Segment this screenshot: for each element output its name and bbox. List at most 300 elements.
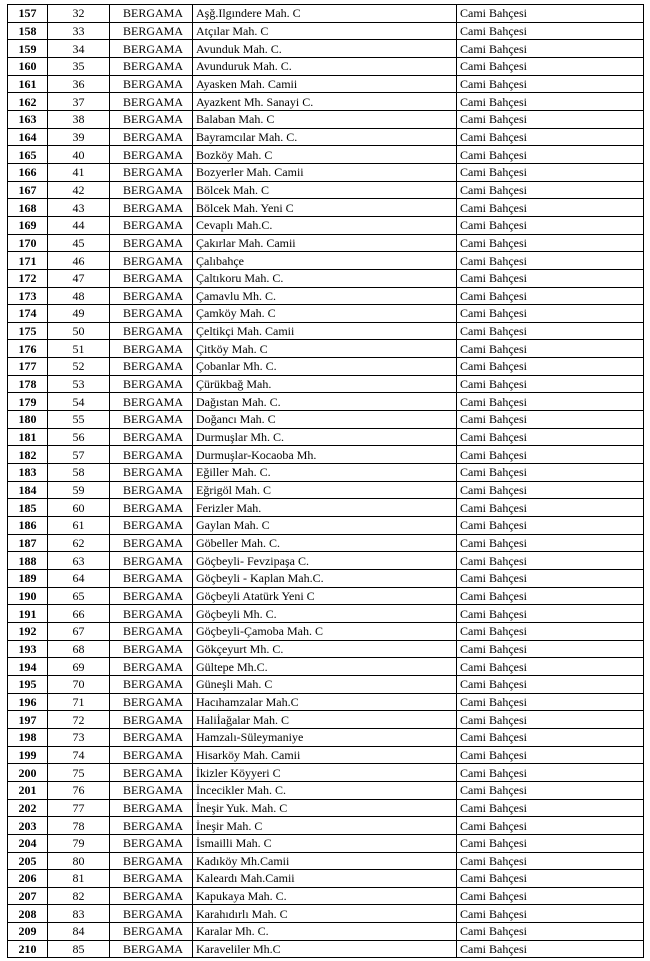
neighborhood-cell: Çeltikçi Mah. Camii — [193, 322, 457, 340]
sub-number-cell: 49 — [48, 305, 110, 323]
sub-number-cell: 41 — [48, 163, 110, 181]
table-row — [8, 269, 644, 287]
neighborhood-cell: Bölcek Mah. C — [193, 181, 457, 199]
table-row — [8, 216, 644, 234]
district-cell: BERGAMA — [110, 587, 193, 605]
sub-number-cell: 80 — [48, 852, 110, 870]
table-row — [8, 728, 644, 746]
neighborhood-cell: Gökçeyurt Mh. C. — [193, 640, 457, 658]
location-cell: Cami Bahçesi — [457, 5, 644, 23]
district-cell: BERGAMA — [110, 428, 193, 446]
sub-number-cell: 34 — [48, 40, 110, 58]
sub-number-cell: 56 — [48, 428, 110, 446]
neighborhood-cell: Durmuşlar Mh. C. — [193, 428, 457, 446]
table-row — [8, 887, 644, 905]
neighborhood-cell: Dağıstan Mah. C. — [193, 393, 457, 411]
sub-number-cell: 67 — [48, 622, 110, 640]
sub-number-cell: 57 — [48, 446, 110, 464]
table-row — [8, 711, 644, 729]
district-cell: BERGAMA — [110, 711, 193, 729]
table-row — [8, 940, 644, 958]
district-cell: BERGAMA — [110, 746, 193, 764]
sub-number-cell: 61 — [48, 517, 110, 535]
row-number-cell: 175 — [8, 322, 48, 340]
sub-number-cell: 36 — [48, 75, 110, 93]
table-row — [8, 163, 644, 181]
location-cell: Cami Bahçesi — [457, 234, 644, 252]
sub-number-cell: 48 — [48, 287, 110, 305]
district-cell: BERGAMA — [110, 146, 193, 164]
neighborhood-cell: Kadıköy Mh.Camii — [193, 852, 457, 870]
location-cell: Cami Bahçesi — [457, 393, 644, 411]
row-number-cell: 170 — [8, 234, 48, 252]
row-number-cell: 169 — [8, 216, 48, 234]
location-cell: Cami Bahçesi — [457, 746, 644, 764]
sub-number-cell: 71 — [48, 693, 110, 711]
sub-number-cell: 63 — [48, 552, 110, 570]
table-row — [8, 252, 644, 270]
district-cell: BERGAMA — [110, 781, 193, 799]
sub-number-cell: 52 — [48, 358, 110, 376]
district-cell: BERGAMA — [110, 570, 193, 588]
row-number-cell: 182 — [8, 446, 48, 464]
table-row — [8, 517, 644, 535]
district-cell: BERGAMA — [110, 870, 193, 888]
table-row — [8, 128, 644, 146]
neighborhood-cell: Cevaplı Mah.C. — [193, 216, 457, 234]
sub-number-cell: 39 — [48, 128, 110, 146]
location-cell: Cami Bahçesi — [457, 110, 644, 128]
district-cell: BERGAMA — [110, 481, 193, 499]
neighborhood-cell: Durmuşlar-Kocaoba Mh. — [193, 446, 457, 464]
district-cell: BERGAMA — [110, 375, 193, 393]
location-cell: Cami Bahçesi — [457, 375, 644, 393]
location-cell: Cami Bahçesi — [457, 870, 644, 888]
table-row — [8, 693, 644, 711]
sub-number-cell: 42 — [48, 181, 110, 199]
table-row — [8, 428, 644, 446]
neighborhood-cell: Gültepe Mh.C. — [193, 658, 457, 676]
district-cell: BERGAMA — [110, 40, 193, 58]
sub-number-cell: 69 — [48, 658, 110, 676]
district-cell: BERGAMA — [110, 640, 193, 658]
location-cell: Cami Bahçesi — [457, 93, 644, 111]
sub-number-cell: 84 — [48, 923, 110, 941]
neighborhood-cell: Göçbeyli - Kaplan Mah.C. — [193, 570, 457, 588]
neighborhood-cell: İneşir Yuk. Mah. C — [193, 799, 457, 817]
neighborhood-cell: Çalıbahçe — [193, 252, 457, 270]
district-cell: BERGAMA — [110, 110, 193, 128]
neighborhood-cell: Göçbeyli Atatürk Yeni C — [193, 587, 457, 605]
sub-number-cell: 58 — [48, 464, 110, 482]
table-row — [8, 499, 644, 517]
location-cell: Cami Bahçesi — [457, 658, 644, 676]
district-cell: BERGAMA — [110, 22, 193, 40]
neighborhood-cell: İneşir Mah. C — [193, 817, 457, 835]
row-number-cell: 164 — [8, 128, 48, 146]
district-cell: BERGAMA — [110, 728, 193, 746]
neighborhood-cell: Hacıhamzalar Mah.C — [193, 693, 457, 711]
table-row — [8, 799, 644, 817]
row-number-cell: 210 — [8, 940, 48, 958]
row-number-cell: 181 — [8, 428, 48, 446]
sub-number-cell: 35 — [48, 57, 110, 75]
district-cell: BERGAMA — [110, 552, 193, 570]
location-cell: Cami Bahçesi — [457, 923, 644, 941]
location-cell: Cami Bahçesi — [457, 287, 644, 305]
location-cell: Cami Bahçesi — [457, 534, 644, 552]
row-number-cell: 192 — [8, 622, 48, 640]
district-cell: BERGAMA — [110, 393, 193, 411]
location-cell: Cami Bahçesi — [457, 587, 644, 605]
location-cell: Cami Bahçesi — [457, 163, 644, 181]
sub-number-cell: 79 — [48, 834, 110, 852]
location-cell: Cami Bahçesi — [457, 905, 644, 923]
district-cell: BERGAMA — [110, 446, 193, 464]
sub-number-cell: 44 — [48, 216, 110, 234]
table-row — [8, 22, 644, 40]
sub-number-cell: 40 — [48, 146, 110, 164]
table-row — [8, 358, 644, 376]
sub-number-cell: 65 — [48, 587, 110, 605]
district-cell: BERGAMA — [110, 75, 193, 93]
table-row — [8, 110, 644, 128]
row-number-cell: 203 — [8, 817, 48, 835]
sub-number-cell: 64 — [48, 570, 110, 588]
location-cell: Cami Bahçesi — [457, 199, 644, 217]
location-cell: Cami Bahçesi — [457, 940, 644, 958]
neighborhood-cell: Eğiller Mah. C. — [193, 464, 457, 482]
sub-number-cell: 85 — [48, 940, 110, 958]
neighborhood-cell: Karahıdırlı Mah. C — [193, 905, 457, 923]
table-row — [8, 305, 644, 323]
sub-number-cell: 50 — [48, 322, 110, 340]
neighborhood-cell: Göçbeyli- Fevzipaşa C. — [193, 552, 457, 570]
table-row — [8, 587, 644, 605]
row-number-cell: 195 — [8, 675, 48, 693]
row-number-cell: 193 — [8, 640, 48, 658]
table-row — [8, 658, 644, 676]
location-cell: Cami Bahçesi — [457, 728, 644, 746]
row-number-cell: 191 — [8, 605, 48, 623]
location-cell: Cami Bahçesi — [457, 622, 644, 640]
table-row — [8, 287, 644, 305]
location-cell: Cami Bahçesi — [457, 252, 644, 270]
district-cell: BERGAMA — [110, 340, 193, 358]
table-row — [8, 781, 644, 799]
neighborhood-cell: Eğrigöl Mah. C — [193, 481, 457, 499]
table-row — [8, 640, 644, 658]
table-row — [8, 40, 644, 58]
district-cell: BERGAMA — [110, 923, 193, 941]
location-cell: Cami Bahçesi — [457, 75, 644, 93]
sub-number-cell: 81 — [48, 870, 110, 888]
table-row — [8, 181, 644, 199]
row-number-cell: 174 — [8, 305, 48, 323]
neighborhood-cell: İkizler Köyyeri C — [193, 764, 457, 782]
sub-number-cell: 46 — [48, 252, 110, 270]
location-cell: Cami Bahçesi — [457, 887, 644, 905]
district-cell: BERGAMA — [110, 252, 193, 270]
row-number-cell: 179 — [8, 393, 48, 411]
sub-number-cell: 43 — [48, 199, 110, 217]
district-cell: BERGAMA — [110, 799, 193, 817]
neighborhood-cell: Balaban Mah. C — [193, 110, 457, 128]
neighborhood-cell: Kaleardı Mah.Camii — [193, 870, 457, 888]
sub-number-cell: 45 — [48, 234, 110, 252]
location-cell: Cami Bahçesi — [457, 693, 644, 711]
row-number-cell: 167 — [8, 181, 48, 199]
row-number-cell: 198 — [8, 728, 48, 746]
location-cell: Cami Bahçesi — [457, 640, 644, 658]
row-number-cell: 178 — [8, 375, 48, 393]
district-cell: BERGAMA — [110, 411, 193, 429]
neighborhood-cell: Karaveliler Mh.C — [193, 940, 457, 958]
district-cell: BERGAMA — [110, 852, 193, 870]
neighborhood-cell: Göbeller Mah. C. — [193, 534, 457, 552]
district-cell: BERGAMA — [110, 887, 193, 905]
sub-number-cell: 38 — [48, 110, 110, 128]
table-row — [8, 570, 644, 588]
row-number-cell: 162 — [8, 93, 48, 111]
district-cell: BERGAMA — [110, 305, 193, 323]
row-number-cell: 206 — [8, 870, 48, 888]
neighborhood-cell: Haliİağalar Mah. C — [193, 711, 457, 729]
row-number-cell: 171 — [8, 252, 48, 270]
neighborhood-cell: Çobanlar Mh. C. — [193, 358, 457, 376]
location-cell: Cami Bahçesi — [457, 517, 644, 535]
location-cell: Cami Bahçesi — [457, 22, 644, 40]
row-number-cell: 204 — [8, 834, 48, 852]
location-cell: Cami Bahçesi — [457, 481, 644, 499]
neighborhood-cell: Atçılar Mah. C — [193, 22, 457, 40]
location-cell: Cami Bahçesi — [457, 552, 644, 570]
row-number-cell: 185 — [8, 499, 48, 517]
table-body — [8, 5, 644, 958]
location-cell: Cami Bahçesi — [457, 499, 644, 517]
neighborhood-cell: Doğancı Mah. C — [193, 411, 457, 429]
row-number-cell: 199 — [8, 746, 48, 764]
row-number-cell: 163 — [8, 110, 48, 128]
sub-number-cell: 73 — [48, 728, 110, 746]
sub-number-cell: 47 — [48, 269, 110, 287]
row-number-cell: 205 — [8, 852, 48, 870]
location-cell: Cami Bahçesi — [457, 464, 644, 482]
location-cell: Cami Bahçesi — [457, 305, 644, 323]
row-number-cell: 177 — [8, 358, 48, 376]
district-cell: BERGAMA — [110, 57, 193, 75]
sub-number-cell: 83 — [48, 905, 110, 923]
district-cell: BERGAMA — [110, 216, 193, 234]
neighborhood-cell: Çürükbağ Mah. — [193, 375, 457, 393]
table-row — [8, 481, 644, 499]
location-cell: Cami Bahçesi — [457, 817, 644, 835]
location-table — [7, 4, 644, 958]
location-cell: Cami Bahçesi — [457, 128, 644, 146]
row-number-cell: 194 — [8, 658, 48, 676]
table-row — [8, 923, 644, 941]
district-cell: BERGAMA — [110, 817, 193, 835]
sub-number-cell: 33 — [48, 22, 110, 40]
row-number-cell: 202 — [8, 799, 48, 817]
table-row — [8, 534, 644, 552]
sub-number-cell: 70 — [48, 675, 110, 693]
table-row — [8, 764, 644, 782]
row-number-cell: 187 — [8, 534, 48, 552]
district-cell: BERGAMA — [110, 269, 193, 287]
location-cell: Cami Bahçesi — [457, 764, 644, 782]
row-number-cell: 176 — [8, 340, 48, 358]
neighborhood-cell: Göçbeyli-Çamoba Mah. C — [193, 622, 457, 640]
location-cell: Cami Bahçesi — [457, 340, 644, 358]
neighborhood-cell: Gaylan Mah. C — [193, 517, 457, 535]
row-number-cell: 201 — [8, 781, 48, 799]
table-row — [8, 199, 644, 217]
row-number-cell: 183 — [8, 464, 48, 482]
sub-number-cell: 66 — [48, 605, 110, 623]
location-cell: Cami Bahçesi — [457, 40, 644, 58]
district-cell: BERGAMA — [110, 234, 193, 252]
table-row — [8, 146, 644, 164]
table-row — [8, 75, 644, 93]
district-cell: BERGAMA — [110, 675, 193, 693]
neighborhood-cell: Hisarköy Mah. Camii — [193, 746, 457, 764]
district-cell: BERGAMA — [110, 464, 193, 482]
table-row — [8, 746, 644, 764]
table-row — [8, 57, 644, 75]
neighborhood-cell: Ayazkent Mh. Sanayi C. — [193, 93, 457, 111]
location-cell: Cami Bahçesi — [457, 446, 644, 464]
row-number-cell: 166 — [8, 163, 48, 181]
row-number-cell: 172 — [8, 269, 48, 287]
location-cell: Cami Bahçesi — [457, 834, 644, 852]
neighborhood-cell: Ferizler Mah. — [193, 499, 457, 517]
table-row — [8, 605, 644, 623]
location-cell: Cami Bahçesi — [457, 146, 644, 164]
district-cell: BERGAMA — [110, 905, 193, 923]
location-cell: Cami Bahçesi — [457, 181, 644, 199]
sub-number-cell: 54 — [48, 393, 110, 411]
district-cell: BERGAMA — [110, 358, 193, 376]
table-row — [8, 852, 644, 870]
row-number-cell: 173 — [8, 287, 48, 305]
location-cell: Cami Bahçesi — [457, 711, 644, 729]
district-cell: BERGAMA — [110, 181, 193, 199]
neighborhood-cell: Göçbeyli Mh. C. — [193, 605, 457, 623]
district-cell: BERGAMA — [110, 287, 193, 305]
row-number-cell: 168 — [8, 199, 48, 217]
sub-number-cell: 37 — [48, 93, 110, 111]
neighborhood-cell: Hamzalı-Süleymaniye — [193, 728, 457, 746]
table-row — [8, 322, 644, 340]
row-number-cell: 186 — [8, 517, 48, 535]
district-cell: BERGAMA — [110, 499, 193, 517]
district-cell: BERGAMA — [110, 128, 193, 146]
table-row — [8, 393, 644, 411]
table-row — [8, 834, 644, 852]
table-row — [8, 340, 644, 358]
neighborhood-cell: Bayramcılar Mah. C. — [193, 128, 457, 146]
location-cell: Cami Bahçesi — [457, 799, 644, 817]
row-number-cell: 188 — [8, 552, 48, 570]
row-number-cell: 180 — [8, 411, 48, 429]
sub-number-cell: 59 — [48, 481, 110, 499]
district-cell: BERGAMA — [110, 622, 193, 640]
row-number-cell: 184 — [8, 481, 48, 499]
district-cell: BERGAMA — [110, 517, 193, 535]
sub-number-cell: 76 — [48, 781, 110, 799]
neighborhood-cell: Çitköy Mah. C — [193, 340, 457, 358]
row-number-cell: 190 — [8, 587, 48, 605]
location-cell: Cami Bahçesi — [457, 570, 644, 588]
row-number-cell: 197 — [8, 711, 48, 729]
location-cell: Cami Bahçesi — [457, 57, 644, 75]
table-row — [8, 464, 644, 482]
neighborhood-cell: Bozyerler Mah. Camii — [193, 163, 457, 181]
location-cell: Cami Bahçesi — [457, 675, 644, 693]
table-row — [8, 552, 644, 570]
neighborhood-cell: Kapukaya Mah. C. — [193, 887, 457, 905]
table-row — [8, 675, 644, 693]
neighborhood-cell: Avunduk Mah. C. — [193, 40, 457, 58]
row-number-cell: 159 — [8, 40, 48, 58]
district-cell: BERGAMA — [110, 834, 193, 852]
neighborhood-cell: Karalar Mh. C. — [193, 923, 457, 941]
neighborhood-cell: Çamavlu Mh. C. — [193, 287, 457, 305]
district-cell: BERGAMA — [110, 199, 193, 217]
sub-number-cell: 53 — [48, 375, 110, 393]
district-cell: BERGAMA — [110, 5, 193, 23]
location-cell: Cami Bahçesi — [457, 216, 644, 234]
neighborhood-cell: Çaltıkoru Mah. C. — [193, 269, 457, 287]
table-row — [8, 93, 644, 111]
district-cell: BERGAMA — [110, 605, 193, 623]
row-number-cell: 165 — [8, 146, 48, 164]
location-cell: Cami Bahçesi — [457, 428, 644, 446]
row-number-cell: 157 — [8, 5, 48, 23]
district-cell: BERGAMA — [110, 322, 193, 340]
neighborhood-cell: Aşğ.Ilgındere Mah. C — [193, 5, 457, 23]
sub-number-cell: 78 — [48, 817, 110, 835]
sub-number-cell: 68 — [48, 640, 110, 658]
location-cell: Cami Bahçesi — [457, 322, 644, 340]
district-cell: BERGAMA — [110, 163, 193, 181]
row-number-cell: 161 — [8, 75, 48, 93]
sub-number-cell: 62 — [48, 534, 110, 552]
sub-number-cell: 77 — [48, 799, 110, 817]
neighborhood-cell: Ayasken Mah. Camii — [193, 75, 457, 93]
sub-number-cell: 32 — [48, 5, 110, 23]
neighborhood-cell: İncecikler Mah. C. — [193, 781, 457, 799]
location-cell: Cami Bahçesi — [457, 781, 644, 799]
location-cell: Cami Bahçesi — [457, 852, 644, 870]
sub-number-cell: 82 — [48, 887, 110, 905]
neighborhood-cell: Güneşli Mah. C — [193, 675, 457, 693]
table-row — [8, 905, 644, 923]
sub-number-cell: 51 — [48, 340, 110, 358]
neighborhood-cell: Çakırlar Mah. Camii — [193, 234, 457, 252]
sub-number-cell: 75 — [48, 764, 110, 782]
district-cell: BERGAMA — [110, 534, 193, 552]
neighborhood-cell: Avunduruk Mah. C. — [193, 57, 457, 75]
district-cell: BERGAMA — [110, 93, 193, 111]
row-number-cell: 209 — [8, 923, 48, 941]
row-number-cell: 160 — [8, 57, 48, 75]
neighborhood-cell: İsmailli Mah. C — [193, 834, 457, 852]
sub-number-cell: 55 — [48, 411, 110, 429]
neighborhood-cell: Bozköy Mah. C — [193, 146, 457, 164]
row-number-cell: 208 — [8, 905, 48, 923]
